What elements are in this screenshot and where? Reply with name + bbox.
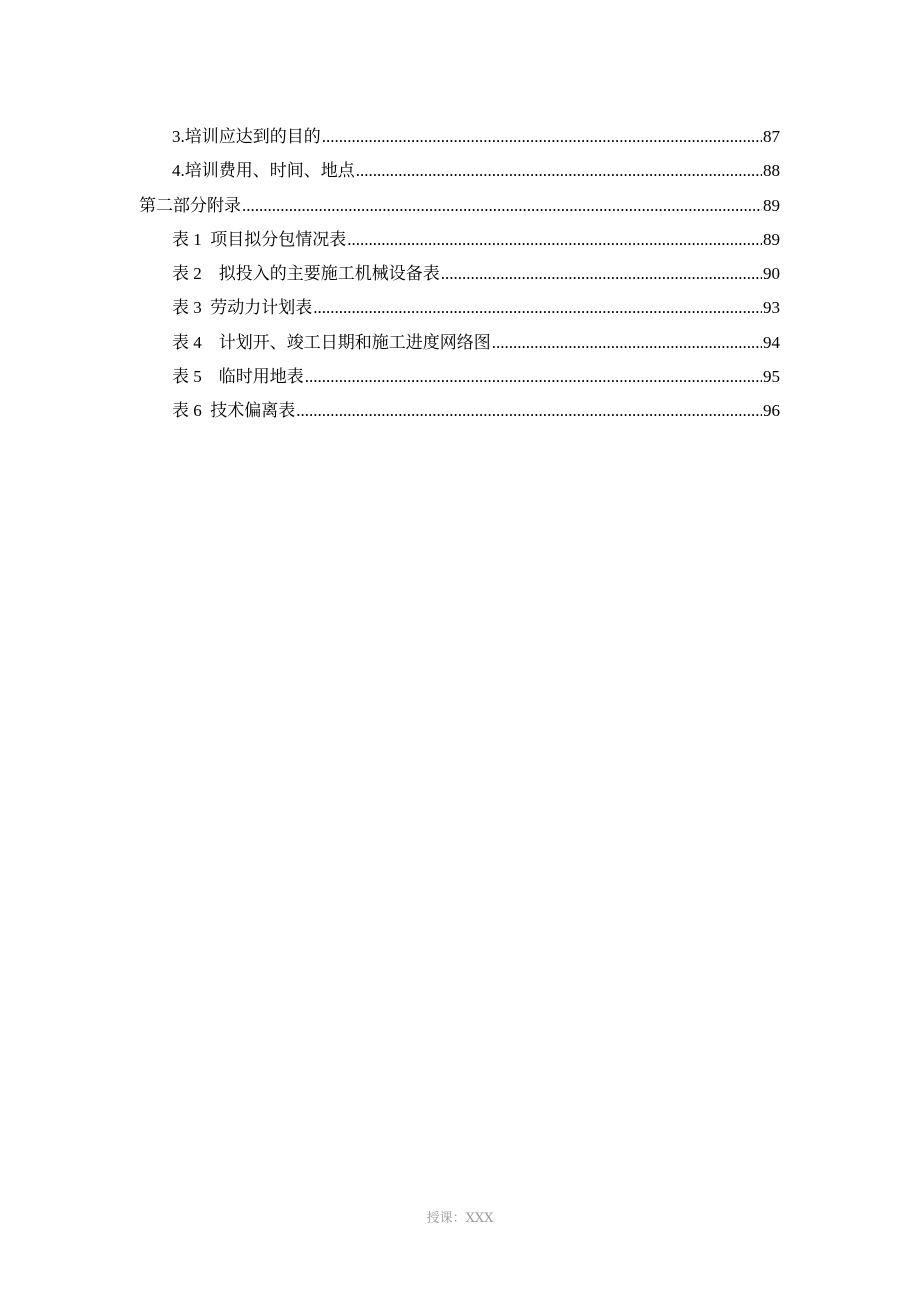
toc-entry-page: 95 [763, 367, 780, 387]
toc-entry[interactable] [139, 291, 780, 325]
toc-entry-page: 94 [763, 332, 780, 352]
toc-entry[interactable] [139, 257, 780, 291]
toc-entry[interactable] [139, 326, 780, 360]
toc-entry[interactable] [139, 223, 780, 257]
toc-entry-label: 表 3 劳动力计划表 [172, 298, 313, 318]
toc-entry-page: 89 [763, 195, 780, 215]
toc-entry-label: 表 6 技术偏离表 [172, 401, 296, 421]
toc-leader-dots [441, 257, 762, 291]
toc-entry-page: 88 [763, 161, 780, 181]
toc-entry[interactable] [139, 360, 780, 394]
toc-entry[interactable] [139, 120, 780, 154]
toc-entry-page: 89 [763, 229, 780, 249]
toc-entry-page: 93 [763, 298, 780, 318]
toc-leader-dots [242, 189, 762, 223]
toc-leader-dots [356, 154, 762, 188]
page-footer: 授课：XXX [426, 1211, 494, 1226]
toc-leader-dots [347, 223, 762, 257]
toc-entry-label: 表 4 计划开、竣工日期和施工进度网络图 [172, 332, 491, 352]
toc-entry[interactable] [139, 394, 780, 428]
toc-entry-page: 87 [763, 127, 780, 146]
toc-leader-dots [305, 360, 762, 394]
toc-entry-label: 第二部分附录 [139, 195, 241, 215]
toc-entry-label: 表 2 拟投入的主要施工机械设备表 [172, 264, 440, 284]
toc-entry-label: 4.培训费用、时间、地点 [172, 161, 355, 181]
toc-leader-dots [322, 120, 762, 154]
toc-entry-label: 3.培训应达到的目的 [172, 127, 321, 146]
toc-entry[interactable] [139, 154, 780, 188]
toc-entry[interactable] [139, 189, 780, 223]
toc-entry-label: 表 5 临时用地表 [172, 367, 304, 387]
toc-leader-dots [492, 326, 762, 360]
toc-entry-page: 96 [763, 401, 780, 421]
toc-leader-dots [313, 291, 762, 325]
toc-entry-page: 90 [763, 264, 780, 284]
table-of-contents [139, 120, 780, 429]
toc-leader-dots [296, 394, 762, 428]
toc-entry-label: 表 1 项目拟分包情况表 [172, 229, 347, 249]
